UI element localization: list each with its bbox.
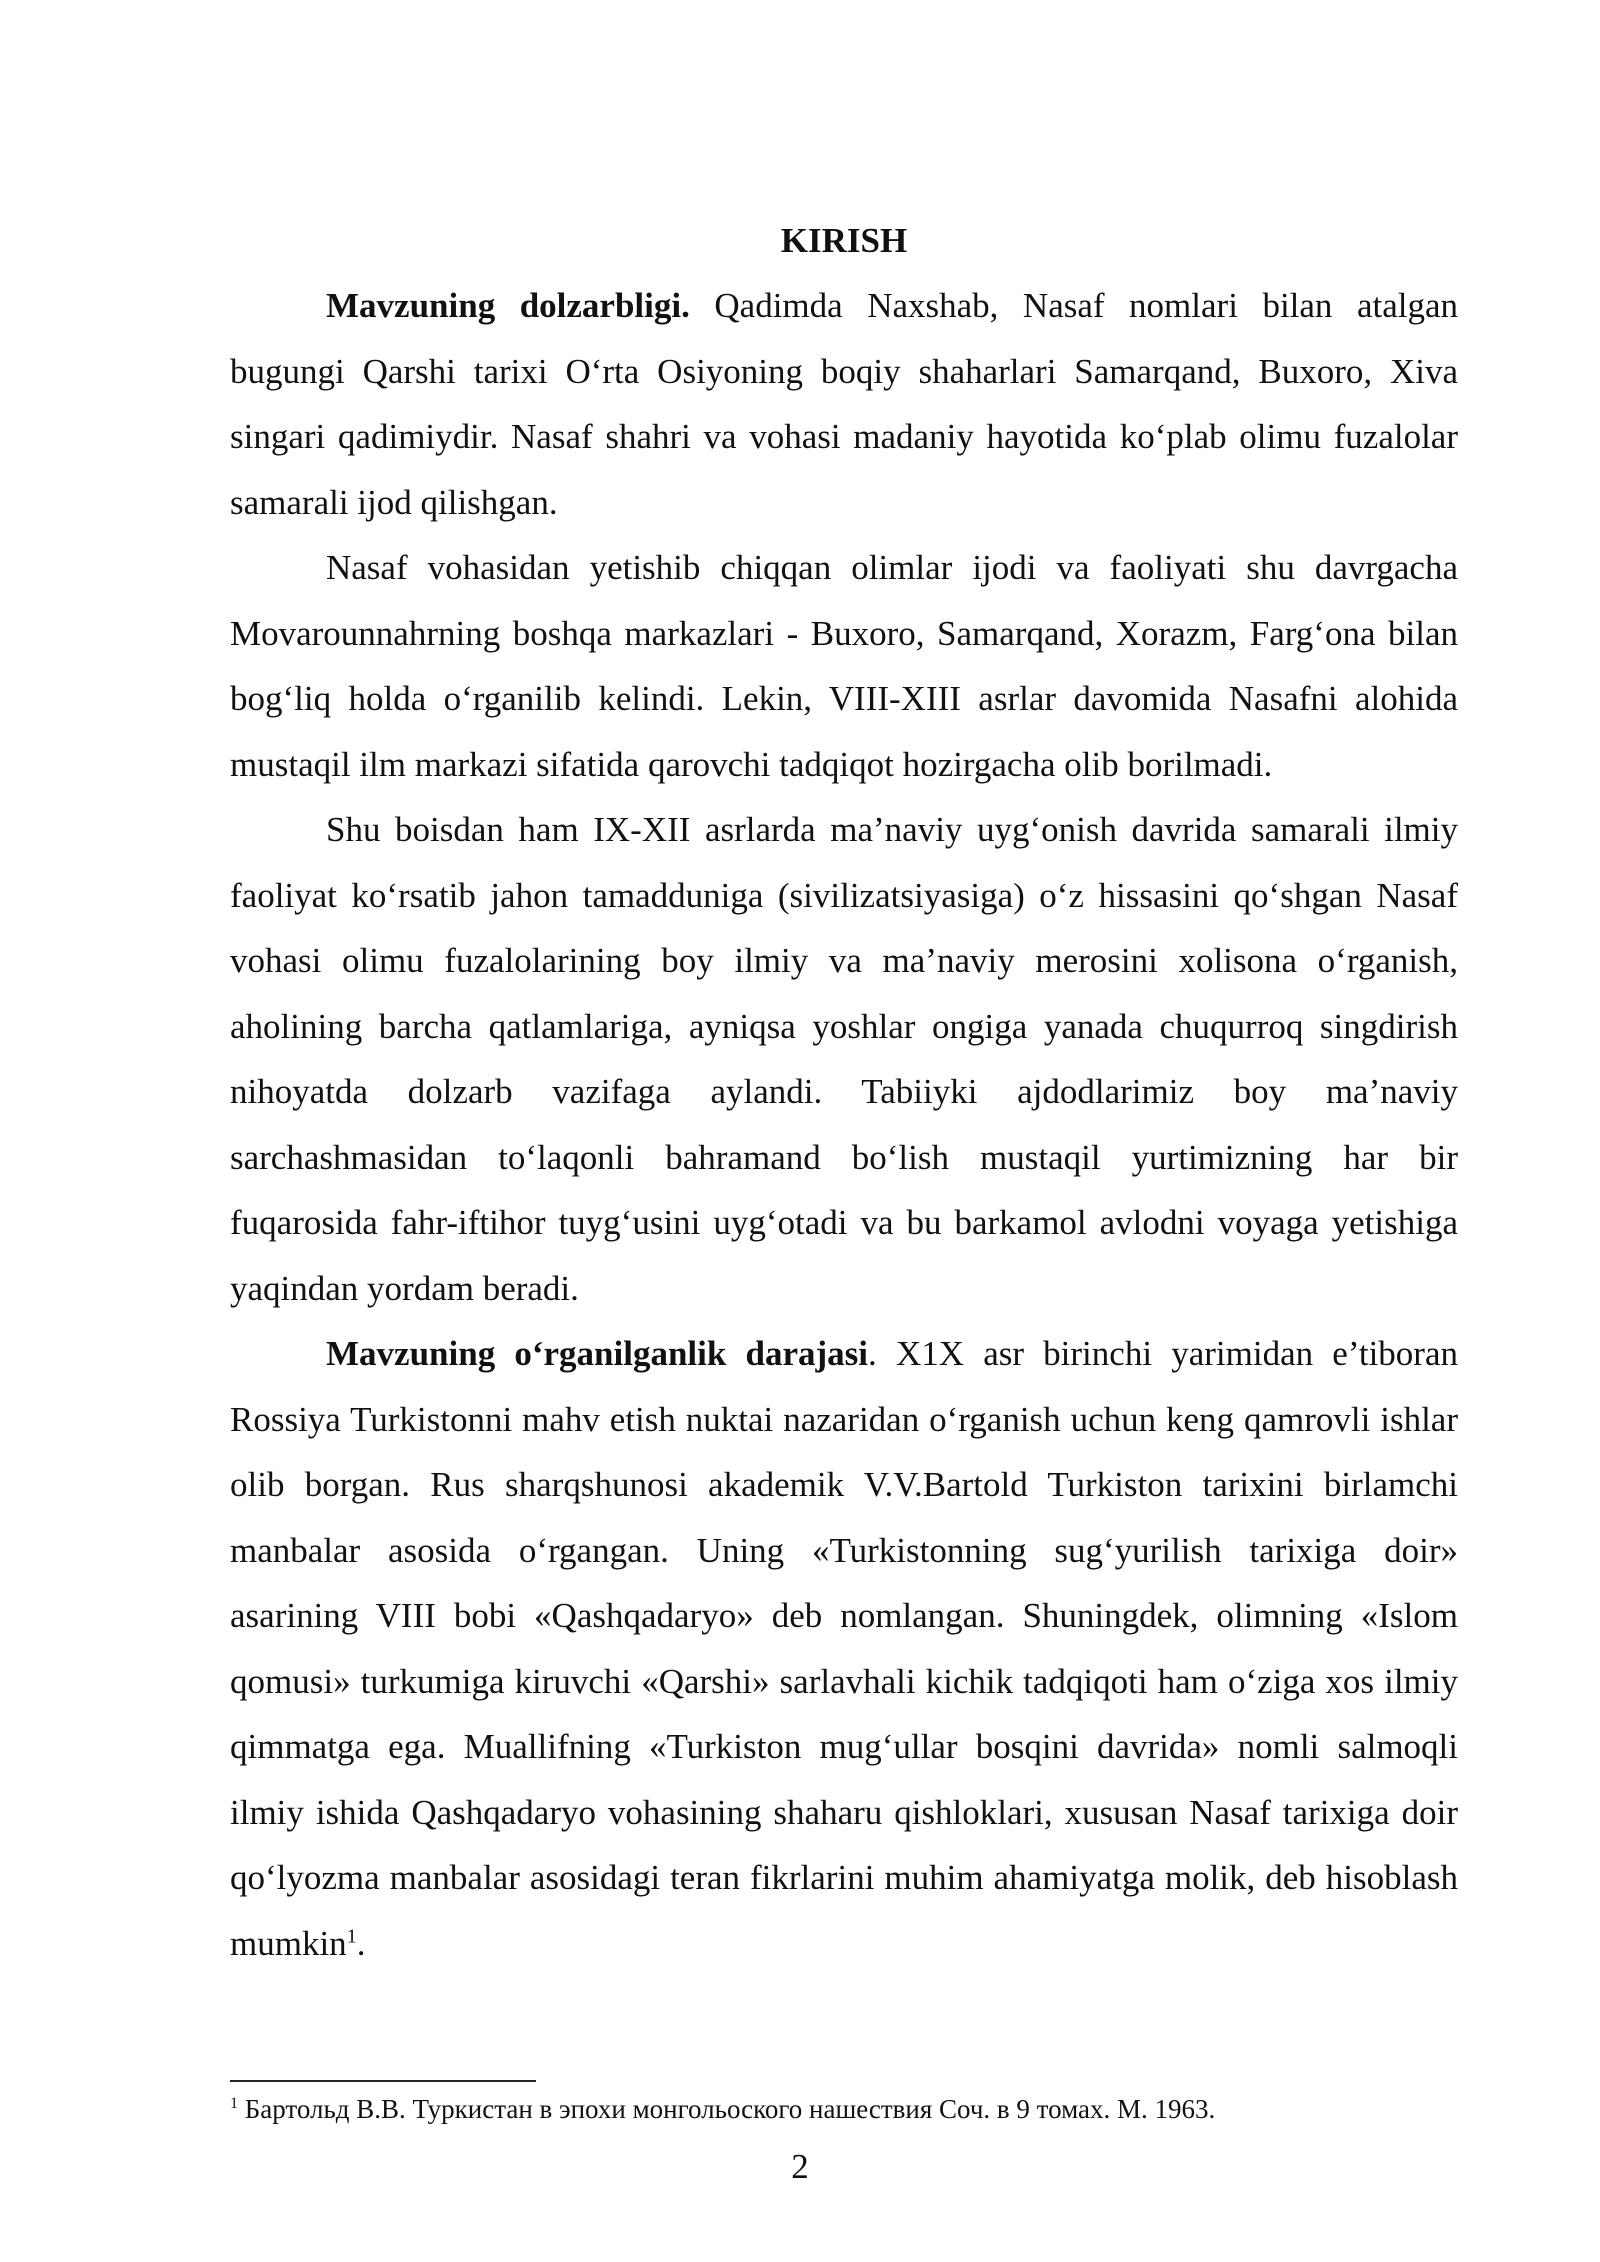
page-number: 2 (791, 2147, 809, 2186)
paragraph-nasaf-scholars (230, 535, 1458, 797)
paragraph-text: Shu boisdan ham IX-XII asrlarda ma’naviy uyg‘onish davrida samarali ilmiy faoliyat ko‘rsatib jahon tamadduniga (sivilizatsiyasiga) o‘z hissasini qo‘shgan Nasaf vohasi olimu fuzalolarining boy ilmiy va ma’naviy merosini xolisona o‘rganish, aholining barcha qatlamlariga, ayniqsa yoshlar ongiga yanada chuqurroq singdirish nihoyatda dolzarb vazifaga aylandi. Tabiiyki ajdodlarimiz boy ma’naviy sarchashmasidan to‘laqonli bahramand bo‘lish mustaqil yurtimizning har bir fuqarosida fahr-iftihor tuyg‘usini uyg‘otadi va bu barkamol avlodni voyaga yetishiga yaqindan yordam beradi. (230, 810, 1458, 1308)
paragraph-relevance (230, 273, 1458, 535)
paragraph-end-punctuation: . (356, 1923, 366, 1963)
footnote (230, 2091, 1458, 2127)
paragraph-study-degree (230, 1321, 1458, 1976)
footnote-marker: 1 (230, 2095, 238, 2112)
paragraph-text: Qadimda Naxshab, Nasaf nomlari bilan atalgan bugungi Qarshi tarixi O‘rta Osiyoning boqiy shaharlari Samarqand, Buxoro, Xiva singari qadimiydir. Nasaf shahri va vohasi madaniy hayotida ko‘plab olimu fuzalolar samarali ijod qilishgan. (230, 286, 1458, 522)
paragraph-text: Nasaf vohasidan yetishib chiqqan olimlar ijodi va faoliyati shu davrgacha Movarounnahrning boshqa markazlari - Buxoro, Samarqand, Xorazm, Farg‘ona bilan bog‘liq holda o‘rganilib kelindi. Lekin, VIII-XIII asrlar davomida Nasafni alohida mustaqil ilm markazi sifatida qarovchi tadqiqot hozirgacha olib borilmadi. (230, 548, 1458, 784)
page-title: KIRISH (780, 221, 908, 260)
main-text-block (230, 213, 1458, 1976)
paragraph-text: . X1X asr birinchi yarimidan e’tiboran Rossiya Turkistonni mahv etish nuktai nazaridan o‘rganish uchun keng qamrovli ishlar olib borgan. Rus sharqshunosi akademik V.V.Bartold Turkiston tarixini birlamchi manbalar asosida o‘rgangan. Uning «Turkistonning sug‘yurilish tarixiga doir» asarining VIII bobi «Qashqadaryo» deb nomlangan. Shuningdek, olimning «Islom qomusi» turkumiga kiruvchi «Qarshi» sarlavhali kichik tadqiqoti ham o‘ziga xos ilmiy qimmatga ega. Muallifning «Turkiston mug‘ullar bosqini davrida» nomli salmoqli ilmiy ishida Qashqadaryo vohasining shaharu qishloklari, xususan Nasaf tarixiga doir qo‘lyozma manbalar asosidagi teran fikrlarini muhim ahamiyatga molik, deb hisoblash mumkin (230, 1334, 1458, 1963)
paragraph-lead-heading: Mavzuning o‘rganilganlik darajasi (326, 1334, 869, 1373)
footnote-text: Бартольд В.В. Туркистан в эпохи монгольоского нашествия Соч. в 9 томах. М. 1963. (238, 2094, 1216, 2124)
footnote-reference[interactable]: 1 (346, 1924, 357, 1947)
paragraph-spiritual-heritage (230, 797, 1458, 1321)
footnote-separator (230, 2080, 536, 2082)
paragraph-lead-heading: Mavzuning dolzarbligi. (326, 286, 690, 325)
